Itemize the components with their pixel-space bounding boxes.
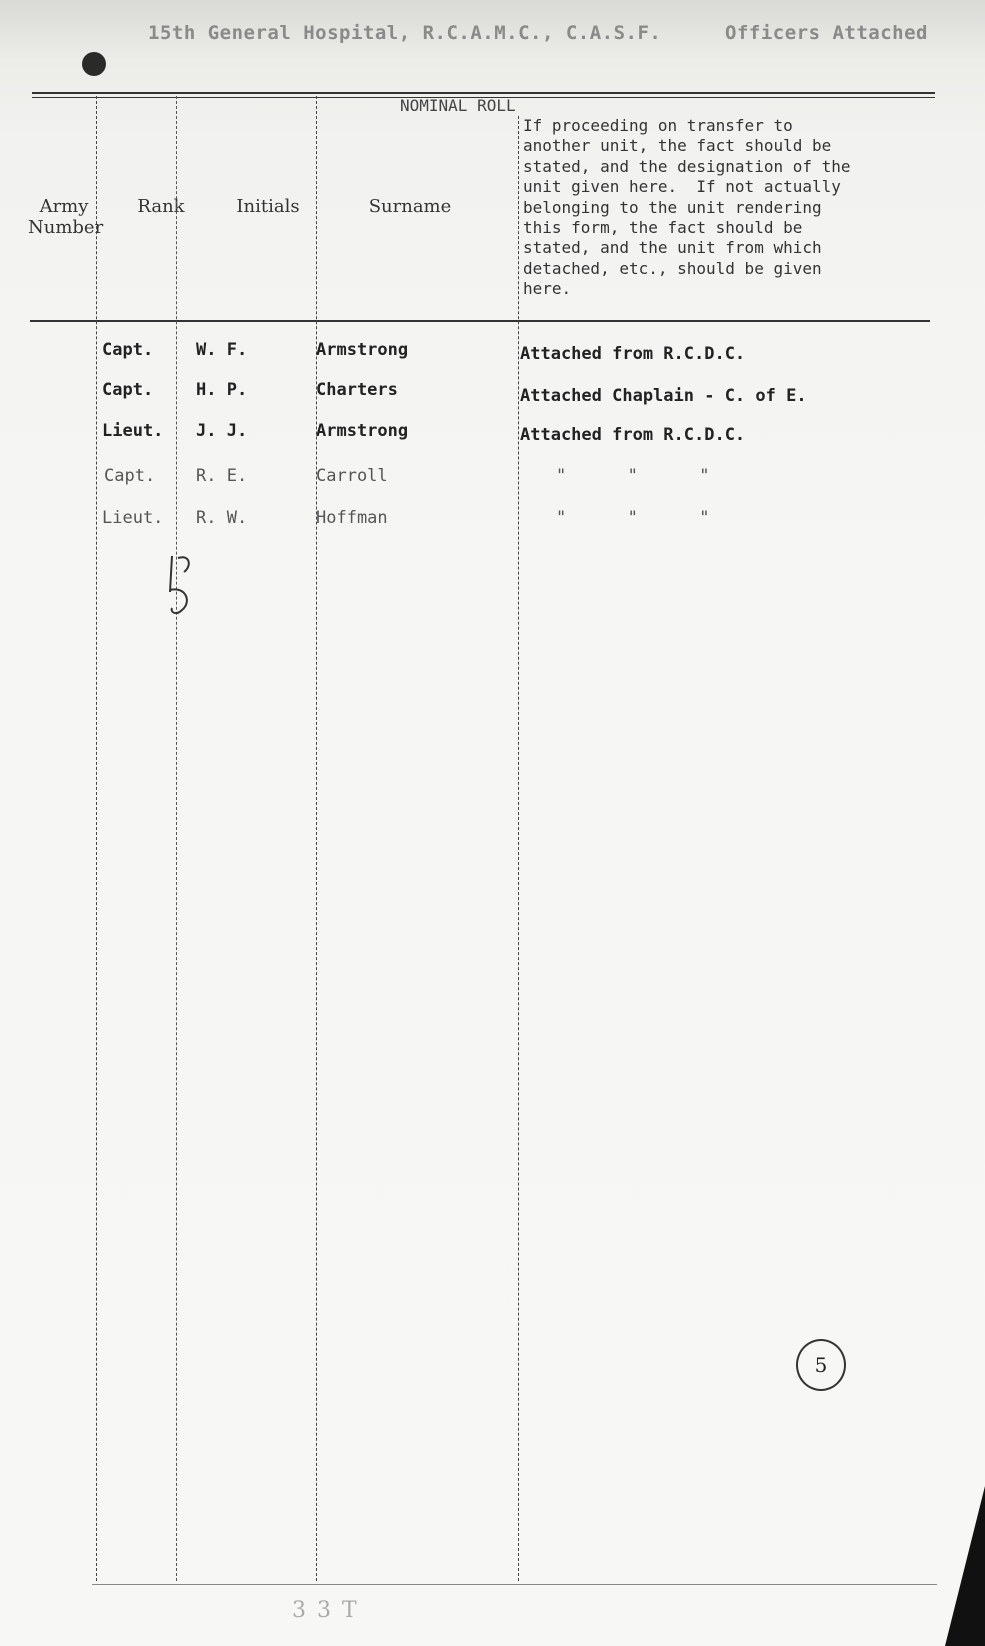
surname-cell: Charters: [316, 380, 398, 400]
surname-cell: Armstrong: [316, 340, 409, 360]
remarks-instructions: If proceeding on transfer to another unit, the fact should be stated, and the designation of the unit given here. If not actually belonging to the unit rendering this form, the fact should be stated, and the unit from which detached, etc., should be given here.: [523, 116, 851, 299]
initials-cell: W. F.: [196, 340, 248, 360]
remarks-cell: Attached Chaplain - C. of E.: [520, 386, 807, 406]
col-header-surname: Surname: [368, 196, 452, 217]
remarks-cell: " " ": [556, 466, 710, 486]
remarks-cell: " " ": [556, 508, 710, 528]
footer-mark: 3 3 T: [292, 1598, 359, 1623]
column-divider-1: [96, 96, 97, 1581]
form-title: NOMINAL ROLL: [400, 96, 516, 115]
rank-cell: Capt.: [104, 466, 156, 486]
initials-cell: R. E.: [196, 466, 248, 486]
top-rule-1: [32, 92, 935, 94]
rank-cell: Capt.: [102, 380, 154, 400]
column-divider-3: [316, 96, 317, 1581]
rank-cell: Lieut.: [102, 421, 164, 441]
document-header: [148, 22, 928, 52]
punch-hole: [82, 52, 106, 76]
remarks-cell: Attached from R.C.D.C.: [520, 344, 746, 364]
col-header-army-number: Army Number: [28, 196, 104, 238]
surname-cell: Hoffman: [316, 508, 388, 528]
page-corner-shadow: [945, 1486, 985, 1646]
handwritten-tally: [160, 552, 210, 624]
section-title: Officers Attached: [725, 22, 928, 44]
surname-cell: Carroll: [316, 466, 388, 486]
surname-cell: Armstrong: [316, 421, 409, 441]
page-number: 5: [796, 1339, 846, 1391]
remarks-cell: Attached from R.C.D.C.: [520, 425, 746, 445]
column-divider-2: [176, 96, 177, 1581]
rank-cell: Capt.: [102, 340, 154, 360]
initials-cell: R. W.: [196, 508, 248, 528]
col-header-initials: Initials: [236, 196, 300, 217]
unit-name: 15th General Hospital, R.C.A.M.C., C.A.S.F.: [148, 22, 662, 44]
column-divider-4: [518, 116, 519, 1581]
rank-cell: Lieut.: [102, 508, 164, 528]
initials-cell: J. J.: [196, 421, 248, 441]
header-rule: [30, 320, 930, 322]
bottom-rule: [92, 1584, 937, 1585]
initials-cell: H. P.: [196, 380, 248, 400]
col-header-rank: Rank: [137, 196, 185, 217]
